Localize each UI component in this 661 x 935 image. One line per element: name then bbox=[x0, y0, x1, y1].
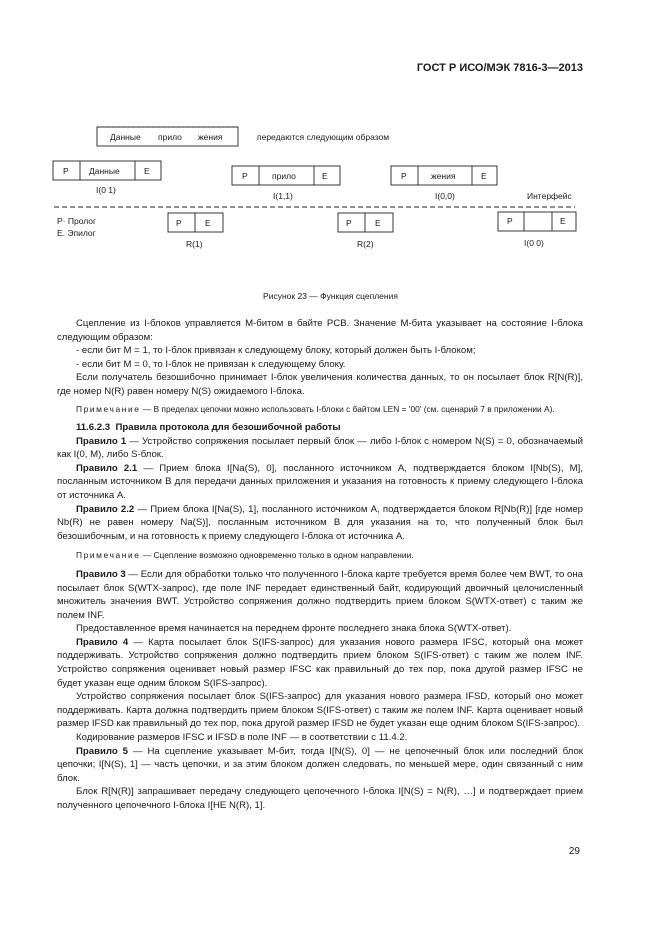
paragraph: Сцепление из I-блоков управляется М-битом в байте PCB. Значение М-бита указывает на состояние I-блока следующим образом: bbox=[57, 318, 583, 343]
legend-prologue: P· Пролог bbox=[57, 216, 97, 226]
page-number: 29 bbox=[568, 846, 580, 857]
block-4-label: I(0 0) bbox=[524, 238, 544, 248]
block-3-data: жения bbox=[431, 171, 456, 181]
list-item: - если бит М = 0, то I-блок не привязан к следующему блоку. bbox=[76, 358, 346, 370]
paragraph: Если получатель безошибочно принимает I-блок увеличения количества данных, то он посылает блок R[N(R)], где номер N(R) равен номеру N(S) ожидаемого I-блока. bbox=[57, 372, 583, 397]
paragraph: Устройство сопряжения посылает блок S(IFS-запрос) для указания нового размера IFSD, который оно может поддерживать. Карта должна подтвердить прием блоком S(IFS-ответ) с таким же полем INF. Карта оценивает новый размер IFSD как правильный до тех пор, пока другой размер IFSD не будет указан еще одним блоком S(IFS-запрос). bbox=[57, 691, 583, 730]
paragraph: Кодирование размеров IFSC и IFSD в поле INF — в соответствии с 11.4.2. bbox=[76, 732, 408, 744]
block-3-label: I(0,0) bbox=[435, 191, 455, 201]
section-number: 11.6.2.3 bbox=[76, 422, 111, 434]
section-heading bbox=[57, 421, 583, 435]
r-block-2-epilogue: E bbox=[375, 218, 381, 228]
paragraph: Блок R[N(R)] запрашивает передачу следующего цепочечного I-блока I[N(S) = N(R), …] и подтверждает прием полученного цепочечного I-блока I[НЕ N(R), 1]. bbox=[57, 786, 583, 811]
rule-4: Правило 4 — Карта посылает блок S(IFS-запрос) для указания нового размера IFSC, который она может поддерживать. Устройство сопряжения должно подтвердить прием блоком S(IFS-ответ) с таким же полем INF. Устройство сопряжения оценивает новый размер IFSC как правильный до тех пор, пока другой размер IFSC не будет указан еще одним блоком S(IFS-запрос). bbox=[57, 636, 584, 689]
block-3-prologue: P bbox=[401, 171, 407, 181]
rule-5: Правило 5 — На сцепление указывает М-бит, тогда I[N(S), 0] — не цепочечный блок или последний блок цепочки; I[N(S), 1] — часть цепочки, и за этим блоком должен следовать, по меньшей мере, один связанный с ним блок. bbox=[57, 745, 583, 784]
note-text: — В пределах цепочки можно использовать I-блоки с байтом LEN = '00' (см. сценарий 7 в приложении А). bbox=[140, 403, 555, 414]
list-item: - если бит М = 1, то I-блок привязан к следующему блоку, который должен быть I-блоком; bbox=[76, 345, 476, 357]
figure-caption: Рисунок 23 — Функция сцепления bbox=[263, 291, 398, 301]
rule-3: Правило 3 — Если для обработки только что полученного I-блока карте требуется время более чем BWT, то она посылает блок S(WTX-запрос), где поле INF передает единственный байт, кодирующий двоичный целочисленный множитель значения BWT. Устройство сопряжения должно подтвердить прием блоком S(WTX-ответ) с таким же полем INF. bbox=[57, 568, 584, 621]
note bbox=[57, 403, 583, 416]
block-2-epilogue: E bbox=[322, 171, 328, 181]
chaining-figure bbox=[0, 0, 661, 300]
paragraph: Предоставленное время начинается на переднем фронте последнего знака блока S(WTX-ответ). bbox=[76, 623, 512, 635]
rule-2-2: Правило 2.2 — Прием блока I[Nа(S), 1], посланного источником А, подтверждается блоком R[Nb(R)] [где номер Nb(R) не равен номеру Nа(S)], посланным источником В для указания на то, что полученный блок был безошибочным, и на готовность к приему следующего I-блока от источника А. bbox=[57, 503, 583, 542]
standard-header: ГОСТ Р ИСО/МЭК 7816-3—2013 bbox=[416, 62, 583, 74]
r-block-1-prologue: P bbox=[176, 218, 182, 228]
note-text: — Сцепление возможно одновременно только в одном направлении. bbox=[140, 550, 414, 561]
rule-2-1: Правило 2.1 — Прием блока I[Nа(S), 0], посланного источником А, подтверждается блоком I[Nb(S), M], посланным источником В для передачи данных приложения и указания на готовность к приему следующего I-блока от источника А. bbox=[57, 462, 584, 502]
r-block-2-prologue: P bbox=[346, 218, 352, 228]
block-1-label: I(0 1) bbox=[96, 185, 116, 195]
interface-label: Интерфейс bbox=[527, 191, 572, 201]
rule-1: Правило 1 — Устройство сопряжения посылает первый блок — либо I-блок с номером N(S) = 0, обозначаемый как I(0, M), либо S-блок. bbox=[57, 435, 583, 461]
legend-epilogue: E. Эпилог bbox=[57, 228, 96, 238]
section-title: Правила протокола для безошибочной работы bbox=[115, 422, 341, 434]
top-caption-text: передаются следующим образом bbox=[257, 132, 390, 142]
note-label: Примечание bbox=[76, 550, 141, 561]
r-block-2-label: R(2) bbox=[357, 239, 374, 249]
block-4-epilogue: E bbox=[560, 216, 566, 226]
block-2-data: прило bbox=[272, 171, 296, 181]
block-1-data: Данные bbox=[89, 166, 120, 176]
note bbox=[57, 549, 583, 562]
top-box-prilo: прило bbox=[158, 132, 182, 142]
block-3-epilogue: E bbox=[481, 171, 487, 181]
top-box-zheniya: жения bbox=[198, 132, 223, 142]
top-box-data: Данные bbox=[110, 132, 141, 142]
block-4-prologue: P bbox=[507, 216, 513, 226]
r-block-1-label: R(1) bbox=[186, 239, 203, 249]
block-2-prologue: P bbox=[242, 171, 248, 181]
r-block-1-epilogue: E bbox=[205, 218, 211, 228]
note-label: Примечание bbox=[76, 403, 141, 414]
block-1-prologue: P bbox=[63, 166, 69, 176]
body-text bbox=[57, 317, 583, 813]
block-2-label: I(1,1) bbox=[273, 191, 293, 201]
block-1-epilogue: E bbox=[144, 166, 150, 176]
